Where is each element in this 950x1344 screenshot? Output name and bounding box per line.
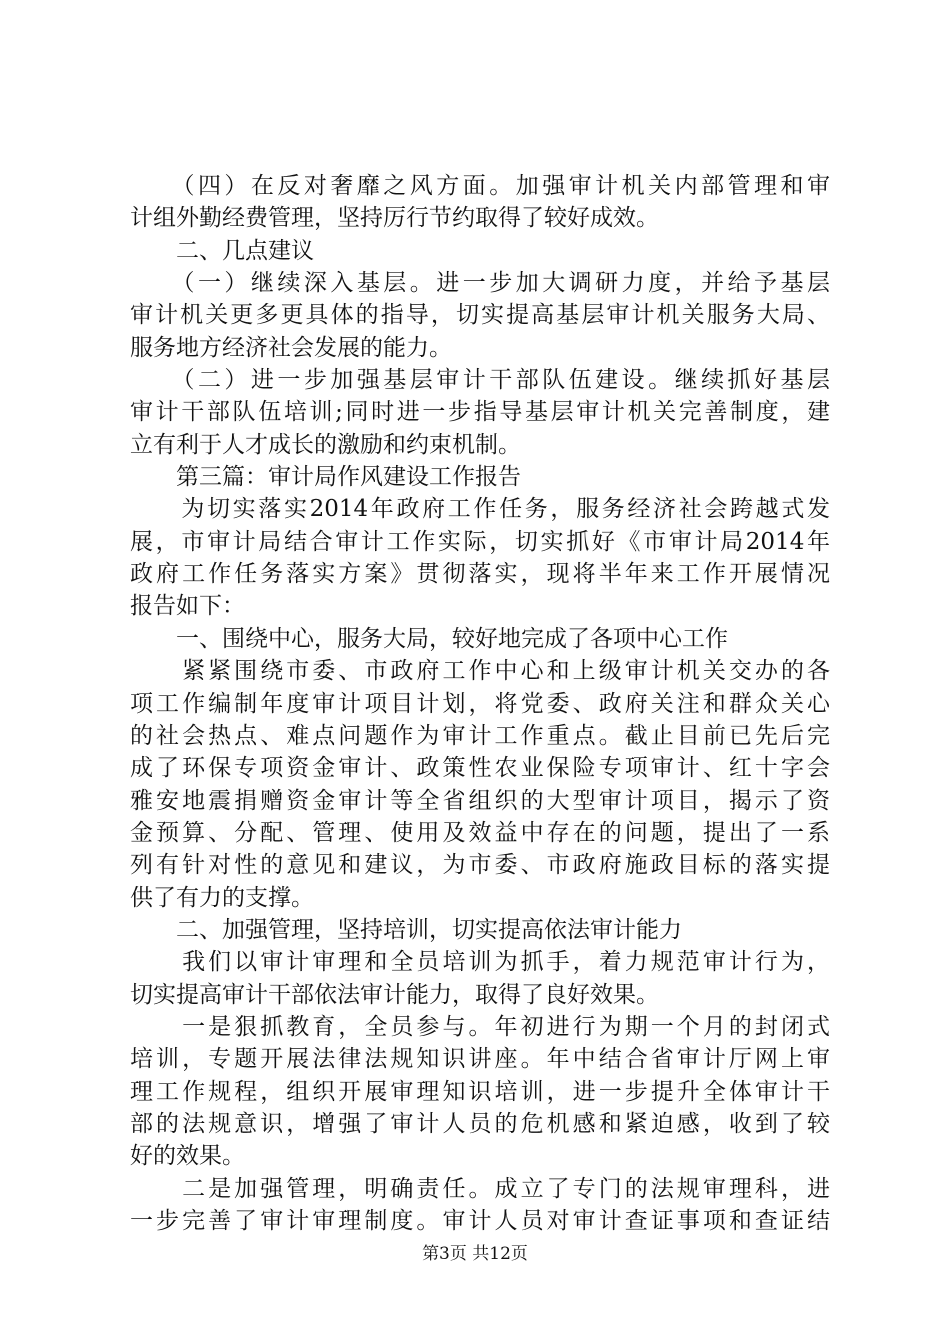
text-line: 雅安地震捐赠资金审计等全省组织的大型审计项目，揭示了资 <box>130 787 830 814</box>
text-line: 理工作规程，组织开展审理知识培训，进一步提升全体审计干 <box>130 1078 830 1105</box>
text-line: 审计机关更多更具体的指导，切实提高基层审计机关服务大局、 <box>130 302 830 329</box>
text-line: 二、几点建议 <box>130 237 314 264</box>
text-line: 二是加强管理，明确责任。成立了专门的法规审理科，进 <box>130 1175 830 1202</box>
text-line: 好的效果。 <box>130 1143 245 1170</box>
text-line: 审计干部队伍培训;同时进一步指导基层审计机关完善制度，建 <box>130 399 830 426</box>
text-line: 项工作编制年度审计项目计划，将党委、政府关注和群众关心 <box>130 690 830 717</box>
text-line: 我们以审计审理和全员培训为抓手，着力规范审计行为， <box>130 949 830 976</box>
text-line: 二、加强管理，坚持培训，切实提高依法审计能力 <box>130 916 682 943</box>
text-line: （四）在反对奢靡之风方面。加强审计机关内部管理和审 <box>130 173 830 199</box>
text-line: 列有针对性的意见和建议，为市委、市政府施政目标的落实提 <box>130 852 830 879</box>
text-line: 计组外勤经费管理，坚持厉行节约取得了较好成效。 <box>130 205 659 232</box>
text-line: 展，市审计局结合审计工作实际，切实抓好《市审计局2014年 <box>130 528 830 555</box>
text-line: 报告如下： <box>130 593 245 620</box>
text-line: 一步完善了审计审理制度。审计人员对审计查证事项和查证结 <box>130 1208 830 1234</box>
text-line: 的社会热点、难点问题作为审计工作重点。截止目前已先后完 <box>130 722 830 749</box>
text-line: 部的法规意识，增强了审计人员的危机感和紧迫感，收到了较 <box>130 1110 830 1137</box>
text-line: 为切实落实2014年政府工作任务，服务经济社会跨越式发 <box>130 496 830 523</box>
text-line: 金预算、分配、管理、使用及效益中存在的问题，提出了一系 <box>130 819 830 846</box>
text-line: 政府工作任务落实方案》贯彻落实，现将半年来工作开展情况 <box>130 561 830 588</box>
text-line: 第三篇：审计局作风建设工作报告 <box>130 464 521 491</box>
text-line: （二）进一步加强基层审计干部队伍建设。继续抓好基层 <box>130 367 830 394</box>
document-body <box>130 170 830 1237</box>
text-line: 一、围绕中心，服务大局，较好地完成了各项中心工作 <box>130 625 728 652</box>
text-line: 成了环保专项资金审计、政策性农业保险专项审计、红十字会 <box>130 755 830 782</box>
text-line: 紧紧围绕市委、市政府工作中心和上级审计机关交办的各 <box>130 658 830 685</box>
text-line: 一是狠抓教育，全员参与。年初进行为期一个月的封闭式 <box>130 1013 830 1040</box>
text-line: 供了有力的支撑。 <box>130 884 314 911</box>
text-line: 服务地方经济社会发展的能力。 <box>130 334 452 361</box>
text-line: （一）继续深入基层。进一步加大调研力度，并给予基层 <box>130 270 830 297</box>
text-line: 立有利于人才成长的激励和约束机制。 <box>130 431 521 458</box>
text-line: 切实提高审计干部依法审计能力，取得了良好效果。 <box>130 981 659 1008</box>
page-footer: 第3页 共12页 <box>422 1244 528 1264</box>
text-line: 培训，专题开展法律法规知识讲座。年中结合省审计厅网上审 <box>130 1046 830 1073</box>
